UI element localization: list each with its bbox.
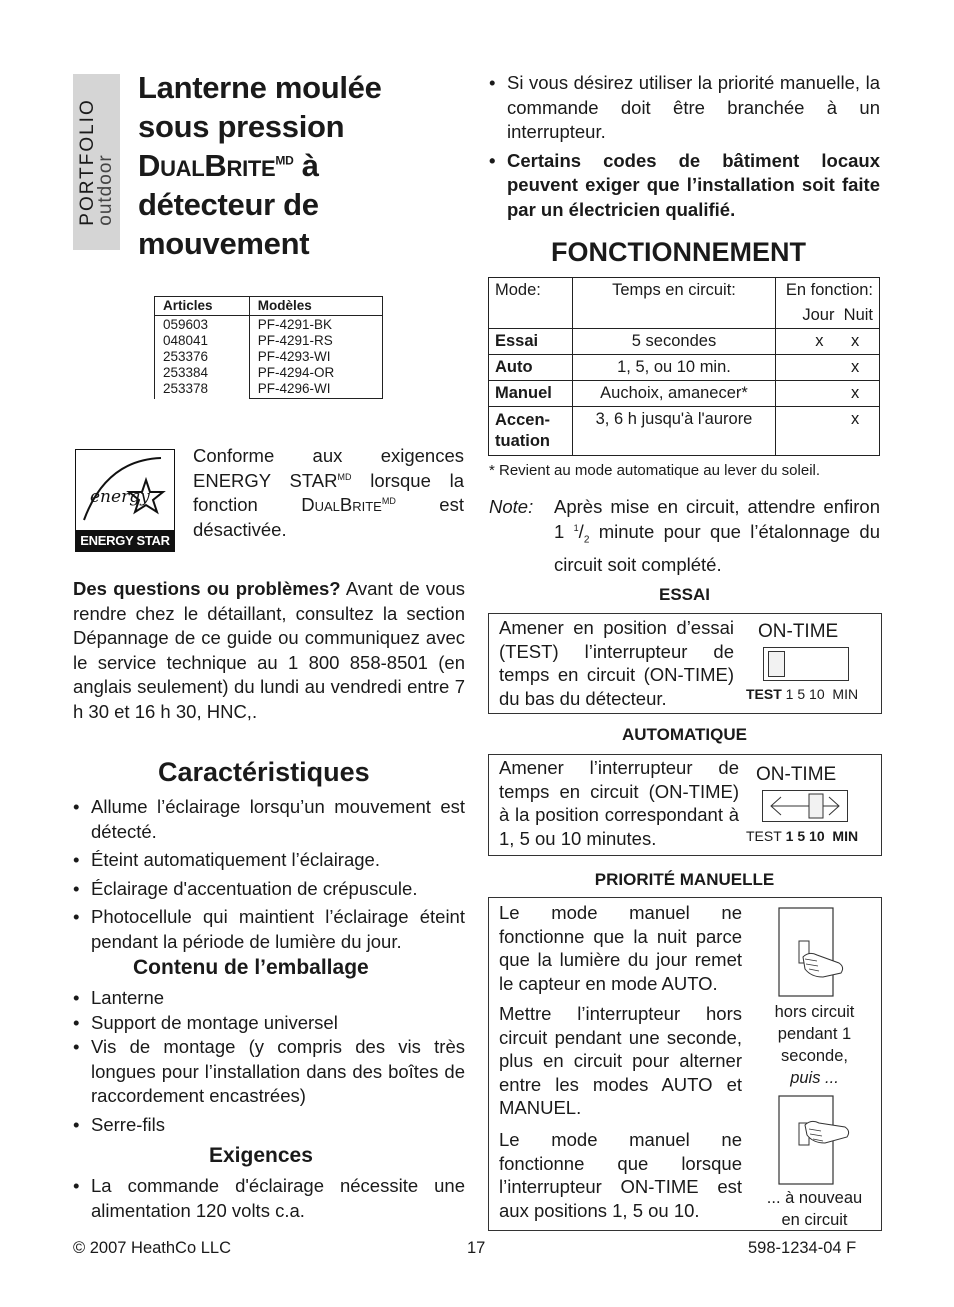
scale-test: TEST [746,686,782,702]
on-line-1: ... à nouveau [766,1189,863,1207]
time-cell: Auchoix, amanecer* [573,381,776,407]
mode-cell: Essai [489,329,573,355]
time-cell: 3, 6 h jusqu'à l'aurore [573,407,776,456]
energy-text-2: lorsque la fonction [193,469,464,515]
title-brite: Brite [204,148,276,183]
scale-5: 5 [797,828,806,844]
list-item: • Éteint automatiquement l’éclairage. [73,848,465,873]
model-code: PF-4293-WI [257,349,331,364]
header-time: Temps en circuit: [573,278,776,329]
manual-p3: Le mode manuel ne fonctionne que lorsque l’interrupteur ON-TIME est aux positions 1, 5 ou 10. [499,1129,742,1221]
page-title [138,68,458,263]
scale-10: 10 [809,686,825,702]
wall-switch-off-icon [775,907,855,999]
brand-logo [73,74,120,250]
scale-min: MIN [832,686,859,702]
header-on [776,278,880,329]
off-line-2: pendant 1 [777,1025,852,1043]
scale-1: 1 [785,828,794,844]
title-line-3 [138,146,458,185]
manual-box [488,897,882,1231]
title-line-4: détecteur de [138,187,319,222]
header-day: Jour [802,306,835,324]
on-cell [776,407,880,456]
wall-switch-on-icon [775,1095,865,1187]
note-text-2: minute pour que l’étalonnage du circuit soit complété. [554,520,880,575]
article-code: 059603 [163,317,209,332]
questions-text: Avant de vous rendre chez le détaillant, consultez la section Dépannage de ce guide ou communiquez avec le service technique au 1 800 858-8501 (en anglais seulement) du lundi au vendredi entre 7 h 30 et 16 h 30, HNC,. [73,578,465,722]
list-item: • Support de montage universel [73,1011,465,1036]
brand-outdoor: outdoor [94,154,116,226]
energy-star-logo [75,449,175,552]
note-frac-den: 2 [583,534,590,546]
header-on-label: En fonction: [785,281,873,299]
brand-text [76,98,116,226]
manual-p1: Le mode manuel ne fonctionne que la nuit parce que la lumière du jour remet le capteur en mode AUTO. [499,902,742,994]
energy-dual: Dual [301,494,340,515]
requirements-heading: Exigences [209,1144,313,1167]
essai-caption: ESSAI [658,585,711,604]
essai-box [488,613,882,714]
day-mark: x [815,332,824,350]
scale-5: 5 [797,686,806,702]
table-row [489,381,880,407]
right-bullets [489,71,880,226]
double-arrow-icon [763,791,847,821]
energy-md-1: MD [337,471,352,482]
night-mark: x [850,384,860,402]
features-list [73,795,465,958]
essai-switch-knob [768,651,785,677]
package-list [73,986,465,1141]
manual-p2: Mettre l’interrupteur hors circuit pendant une seconde, plus en circuit pour alterner entre les modes AUTO et MANUEL. [499,1003,742,1118]
operation-heading: FONCTIONNEMENT [551,237,806,267]
table-row [489,329,880,355]
article-code: 253376 [163,349,209,364]
title-line-1: Lanterne moulée [138,70,382,105]
list-item: • Vis de montage (y compris des vis très longues pour l’installation dans des boîtes de raccordement encastrées) [73,1035,465,1109]
switch-off-caption [757,1001,872,1089]
operation-footnote: * Revient au mode automatique au lever du soleil. [489,462,821,479]
energy-brite: Brite [339,494,382,515]
article-code: 253378 [163,381,209,396]
energy-star-text [193,444,464,542]
essai-scale [746,686,858,702]
on-cell [776,329,880,355]
note-text-1: Après mise en circuit, attendre enfiron 1 [554,496,880,542]
footer-code: 598-1234-04 F [748,1239,857,1257]
night-mark: x [850,358,860,376]
list-item: • Certains codes de bâtiment locaux peuvent exiger que l’installation soit faite par un électricien qualifié. [489,149,880,223]
mode-cell: Accen- tuation [489,407,573,456]
title-md: MD [275,153,294,168]
auto-switch [762,790,848,822]
questions-paragraph [73,577,465,724]
model-code: PF-4296-WI [257,381,331,396]
scale-test: TEST [746,828,782,844]
off-then: puis ... [790,1069,839,1087]
header-mode: Mode: [489,278,573,329]
models-table [154,296,383,399]
essai-switch [763,647,849,681]
auto-scale [746,828,858,844]
manual-caption: PRIORITÉ MANUELLE [594,870,775,889]
energy-md-2: MD [381,495,396,506]
mode-cell: Manuel [489,381,573,407]
models-header-modeles: Modèles [249,297,382,316]
auto-caption: AUTOMATIQUE [622,725,747,744]
footer-page-number: 17 [467,1239,486,1257]
note-text: Après mise en circuit, attendre enfiron 1 $^1/_2$ minute pour que l’étalonnage du circuit soit complété. [554,496,880,575]
title-line-2: sous pression [138,109,345,144]
table-row [489,407,880,456]
essai-ontime-label: ON-TIME [758,621,839,642]
time-cell: 1, 5, ou 10 min. [573,355,776,381]
energy-text-1: Conforme aux exigences ENERGY STAR [193,445,464,491]
energy-star-label: ENERGY STAR [76,530,174,551]
night-mark: x [850,410,860,428]
models-header-articles: Articles [155,297,250,316]
note-label: Note: [489,496,534,517]
table-row [489,278,880,329]
questions-heading: Des questions ou problèmes? [73,578,341,599]
scale-10: 10 [809,828,825,844]
title-line-5: mouvement [138,226,310,261]
auto-ontime-label: ON-TIME [756,764,837,785]
off-line-3: seconde, [781,1047,848,1065]
scale-1: 1 [785,686,794,702]
off-line-1: hors circuit [774,1003,855,1021]
energy-star-icon [76,450,174,530]
list-item: • Serre-fils [73,1113,465,1138]
article-code: 253384 [163,365,209,380]
brand-portfolio: PORTFOLIO [76,98,98,226]
operation-table [488,277,880,456]
model-code: PF-4291-BK [257,317,333,332]
list-item: • Si vous désirez utiliser la priorité manuelle, la commande doit être branchée à un interrupteur. [489,71,880,145]
package-heading: Contenu de l’emballage [133,956,369,979]
list-item: • Allume l’éclairage lorsqu’un mouvement est détecté. [73,795,465,844]
footer-copyright: © 2007 HeathCo LLC [73,1239,232,1257]
note-frac-num: 1 [573,522,579,533]
essai-text: Amener en position d’essai (TEST) l’interrupteur de temps en circuit (ON-TIME) du bas du détecteur. [499,617,734,709]
energy-script: energy [90,487,150,507]
title-dual: Dual [138,148,205,183]
model-code: PF-4294-OR [257,365,335,380]
switch-on-caption [757,1187,872,1231]
article-code: 048041 [163,333,209,348]
features-heading: Caractéristiques [158,757,370,787]
list-item: • La commande d'éclairage nécessite une alimentation 120 volts c.a. [73,1174,465,1223]
auto-text: Amener l’interrupteur de temps en circuit (ON-TIME) à la position correspondant à 1, 5 ou 10 minutes. [499,757,739,849]
requirements-list [73,1174,465,1227]
model-code: PF-4291-RS [257,333,333,348]
energy-text-3: est désactivée. [193,494,464,540]
table-row [155,316,383,399]
on-cell [776,355,880,381]
header-day-night [782,303,873,328]
list-item: • Éclairage d'accentuation de crépuscule. [73,877,465,902]
night-mark: x [850,332,860,350]
on-cell [776,381,880,407]
list-item: • Photocellule qui maintient l’éclairage éteint pendant la période de lumière du jour. [73,905,465,954]
time-cell: 5 secondes [573,329,776,355]
on-line-2: en circuit [781,1211,848,1229]
title-a: à [293,148,319,183]
auto-box [488,754,882,856]
list-item: • Lanterne [73,986,465,1011]
header-night: Nuit [843,306,873,324]
mode-cell: Auto [489,355,573,381]
scale-min: MIN [832,828,859,844]
table-row [489,355,880,381]
